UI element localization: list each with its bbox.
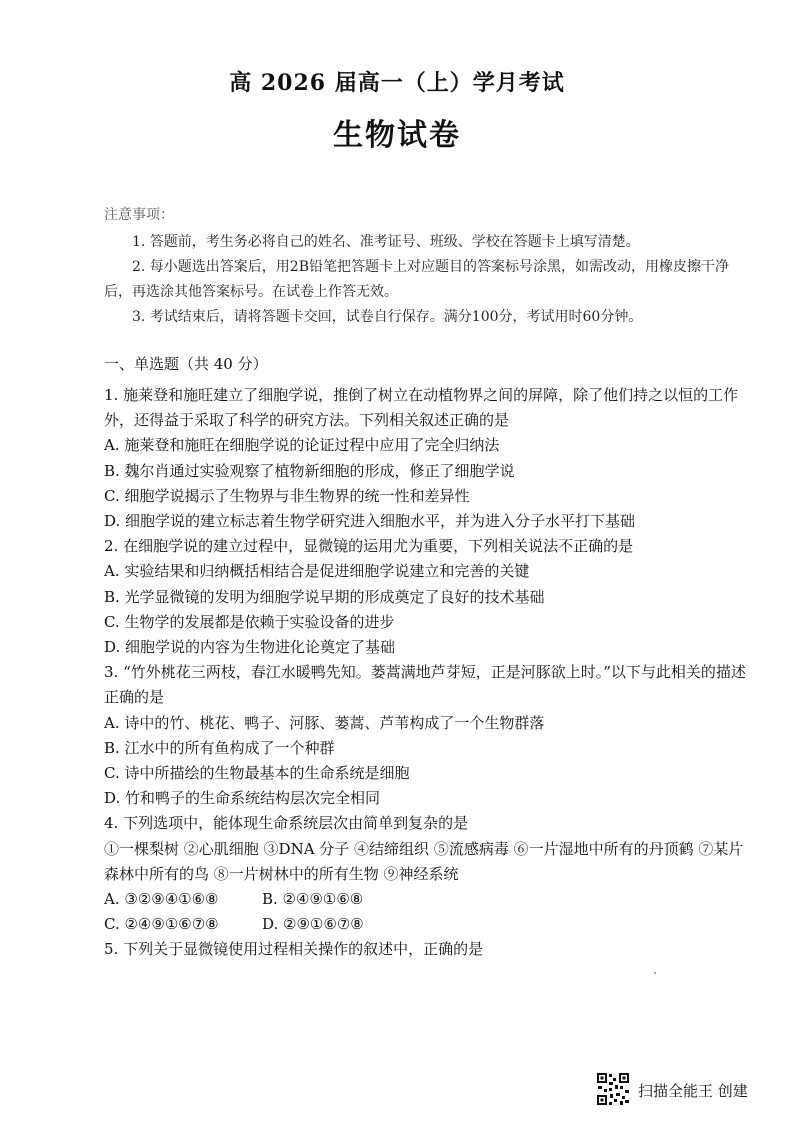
qr-code-icon bbox=[596, 1072, 630, 1106]
question-2-option-c: C. 生物学的发展都是依赖于实验设备的进步 bbox=[104, 612, 395, 631]
question-1-option-d: D. 细胞学说的建立标志着生物学研究进入细胞水平，并为进入分子水平打下基础 bbox=[104, 512, 636, 531]
exam-header-title: 高 2026 届高一（上）学月考试 bbox=[229, 70, 565, 96]
question-4-items: ①一棵梨树 ②心肌细胞 ③DNA 分子 ④结缔组织 ⑤流感病毒 ⑥一片湿地中所有的丹顶鹤 ⑦某片森林中所有的鸟 ⑧一片树林中的所有生物 ⑨神经系统 bbox=[104, 839, 744, 883]
question-2-option-a: A. 实验结果和归纳概括相结合是促进细胞学说建立和完善的关键 bbox=[104, 562, 530, 581]
question-4-option-b: B. ②④⑨①⑥⑧ bbox=[262, 890, 364, 909]
notice-item-3: 3. 考试结束后，请将答题卡交回，试卷自行保存。满分100分，考试用时60分钟。 bbox=[132, 309, 643, 325]
question-2-option-b: B. 光学显微镜的发明为细胞学说早期的形成奠定了良好的技术基础 bbox=[104, 587, 545, 606]
question-2-option-d: D. 细胞学说的内容为生物进化论奠定了基础 bbox=[104, 638, 396, 657]
question-3-option-a: A. 诗中的竹、桃花、鸭子、河豚、蒌蒿、芦苇构成了一个生物群落 bbox=[104, 713, 545, 732]
question-2-stem: 2. 在细胞学说的建立过程中，显微镜的运用尤为重要，下列相关说法不正确的是 bbox=[104, 537, 634, 556]
question-4-options-row-2 bbox=[104, 912, 754, 937]
question-5-stem: 5. 下列关于显微镜使用过程相关操作的叙述中，正确的是 bbox=[104, 940, 484, 959]
question-3-option-c: C. 诗中所描绘的生物最基本的生命系统是细胞 bbox=[104, 764, 410, 783]
question-3-option-d: D. 竹和鸭子的生命系统结构层次完全相同 bbox=[104, 789, 381, 808]
question-1-option-b: B. 魏尔肖通过实验观察了植物新细胞的形成，修正了细胞学说 bbox=[104, 461, 515, 480]
question-4-option-a: A. ③②⑨④①⑥⑧ bbox=[104, 890, 219, 909]
notice-item-1: 1. 答题前，考生务必将自己的姓名、准考证号、班级、学校在答题卡上填写清楚。 bbox=[132, 234, 640, 250]
question-3-option-b: B. 江水中的所有鱼构成了一个种群 bbox=[104, 738, 335, 757]
question-3-stem: 3. “竹外桃花三两枝，春江水暖鸭先知。蒌蒿满地芦芽短，正是河豚欲上时。”以下与此相关的描述正确的是 bbox=[104, 663, 746, 707]
notice-heading: 注意事项： bbox=[104, 207, 174, 223]
question-1-option-a: A. 施莱登和施旺在细胞学说的论证过程中应用了完全归纳法 bbox=[104, 436, 500, 455]
question-4-options-row-1 bbox=[104, 887, 754, 912]
notice-item-2: 2. 每小题选出答案后，用2B铅笔把答题卡上对应题目的答案标号涂黑，如需改动，用橡皮擦干净后，再选涂其他答案标号。在试卷上作答无效。 bbox=[104, 259, 730, 300]
notice-block bbox=[104, 204, 754, 330]
scanner-watermark-text: 扫描全能王 创建 bbox=[638, 1082, 748, 1100]
question-4-option-d: D. ②⑨①⑥⑦⑧ bbox=[262, 915, 364, 934]
question-4-stem: 4. 下列选项中，能体现生命系统层次由简单到复杂的是 bbox=[104, 814, 469, 833]
question-4-option-c: C. ②④⑨①⑥⑦⑧ bbox=[104, 915, 219, 934]
section-title: 一、单选题（共 40 分） bbox=[104, 355, 268, 373]
scan-speck bbox=[654, 972, 656, 974]
single-choice-section bbox=[104, 352, 754, 963]
question-1-option-c: C. 细胞学说揭示了生物界与非生物界的统一性和差异性 bbox=[104, 486, 470, 505]
question-1-stem: 1. 施莱登和施旺建立了细胞学说，推倒了树立在动植物界之间的屏障，除了他们持之以恒的工作外，还得益于采取了科学的研究方法。下列相关叙述正确的是 bbox=[104, 386, 739, 430]
exam-subject-title: 生物试卷 bbox=[333, 118, 461, 153]
